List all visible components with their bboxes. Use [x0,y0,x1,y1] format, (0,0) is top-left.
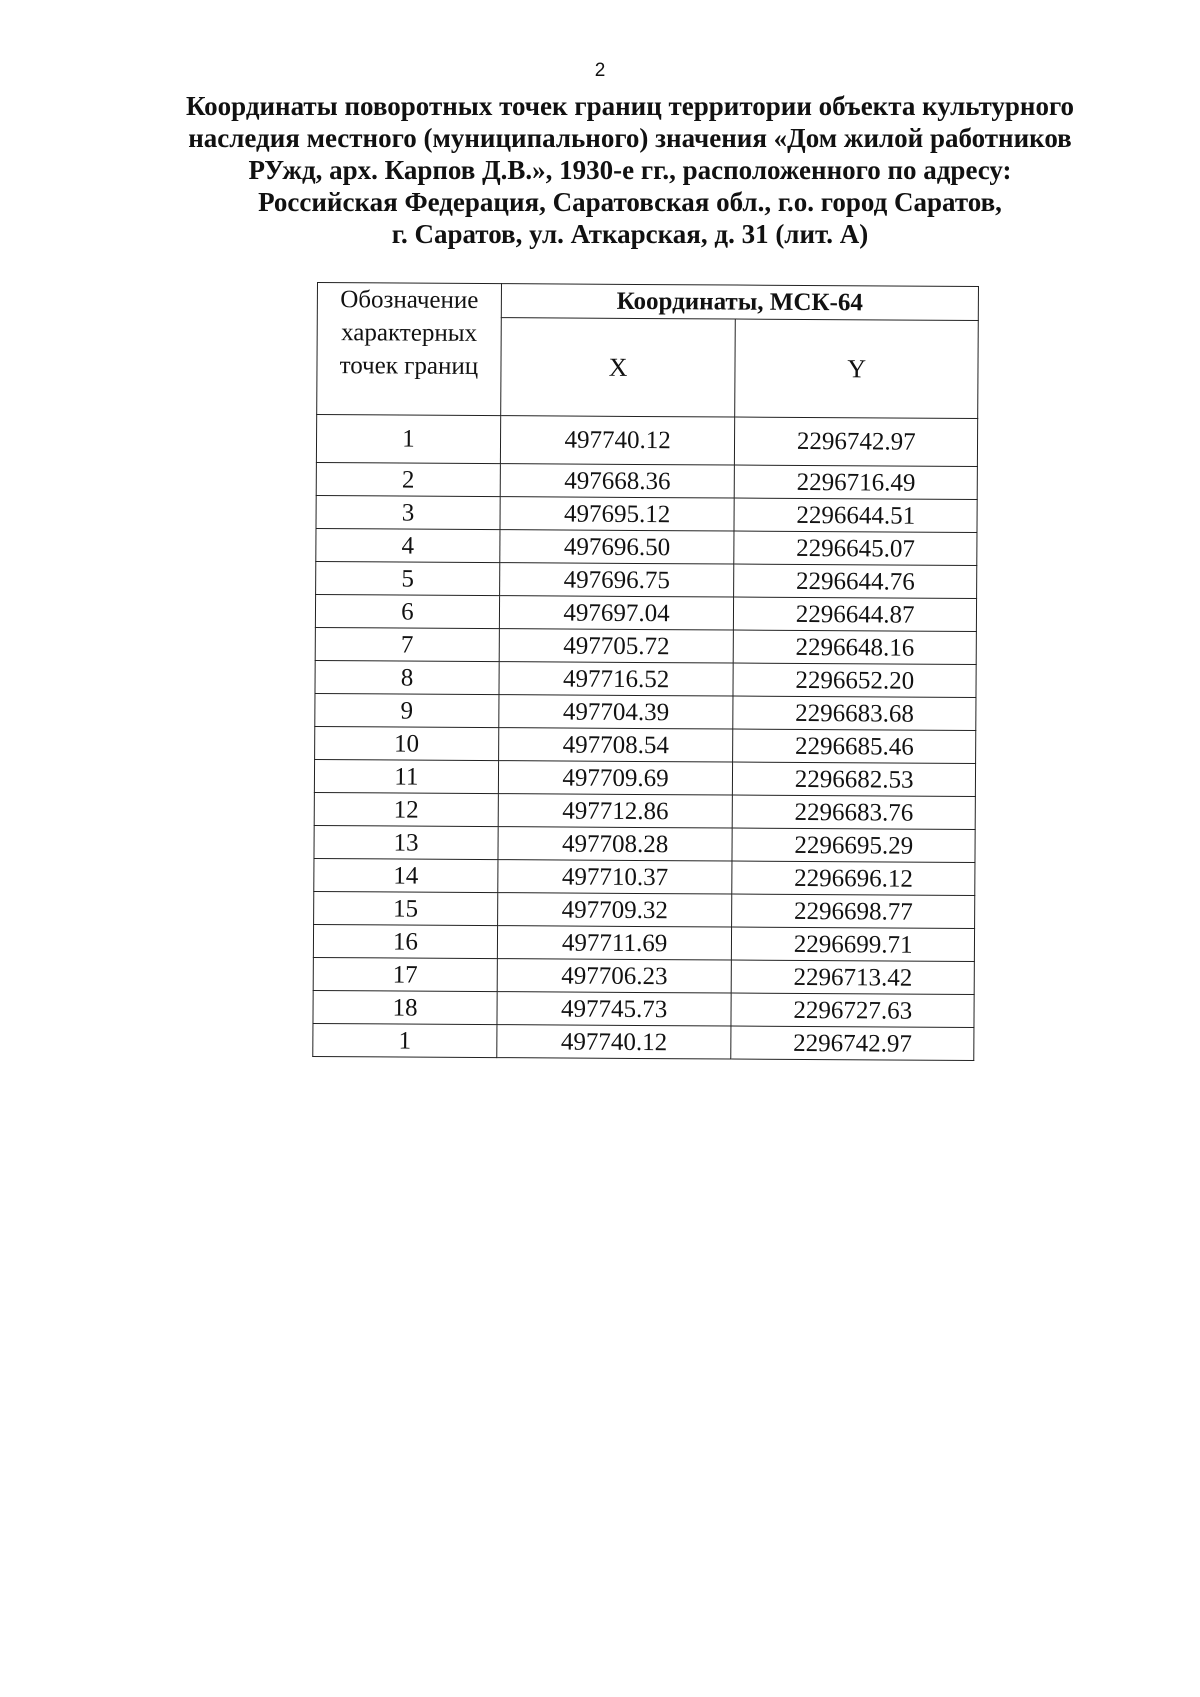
table-row [314,858,975,895]
cell-y: 2296644.87 [734,597,977,631]
table-row [315,726,976,763]
table-row [313,1023,974,1060]
cell-y: 2296699.71 [732,927,975,961]
header-y: Y [735,319,978,418]
table-row [316,415,977,467]
document-title [150,90,1110,250]
cell-y: 2296727.63 [731,993,974,1027]
table-row [316,462,977,499]
cell-point: 17 [313,957,497,991]
table-row [313,990,974,1027]
cell-y: 2296695.29 [732,828,975,862]
cell-point: 10 [315,726,499,760]
table-row [314,759,975,796]
cell-point: 12 [314,792,498,826]
cell-x: 497711.69 [497,926,732,960]
cell-point: 14 [314,858,498,892]
table-row [315,594,976,631]
table-body [313,415,978,1061]
cell-y: 2296683.76 [733,795,976,829]
title-line: наследия местного (муниципального) значения «Дом жилой работников [188,123,1072,153]
cell-y: 2296648.16 [734,630,977,664]
cell-point: 2 [316,462,500,496]
cell-x: 497706.23 [497,959,732,993]
cell-point: 9 [315,693,499,727]
cell-x: 497696.75 [499,563,734,597]
cell-y: 2296652.20 [733,663,976,697]
table-row [315,693,976,730]
cell-x: 497705.72 [499,629,734,663]
coordinates-table [312,282,979,1061]
cell-x: 497716.52 [499,662,734,696]
cell-point: 11 [314,759,498,793]
title-line: Координаты поворотных точек границ территории объекта культурного [185,91,1075,121]
cell-point: 4 [316,528,500,562]
cell-x: 497696.50 [500,530,735,564]
header-point-designation: Обозначение характерных точек границ [317,283,502,416]
cell-x: 497710.37 [498,860,733,894]
cell-y: 2296682.53 [733,762,976,796]
cell-point: 18 [313,990,497,1024]
page-number: 2 [594,60,606,81]
cell-x: 497740.12 [497,1025,732,1059]
table-row [313,924,974,961]
cell-point: 6 [315,594,499,628]
table-header [317,283,979,419]
cell-y: 2296713.42 [732,960,975,994]
cell-y: 2296742.97 [735,417,978,466]
cell-point: 16 [313,924,497,958]
table-row [316,561,977,598]
cell-y: 2296644.51 [734,498,977,532]
cell-point: 3 [316,495,500,529]
table-row [314,891,975,928]
table-row [316,495,977,532]
cell-x: 497745.73 [497,992,732,1026]
table-row [316,528,977,565]
cell-x: 497740.12 [500,416,735,465]
title-line: РУжд, арх. Карпов Д.В.», 1930-е гг., расположенного по адресу: [248,155,1012,185]
cell-x: 497668.36 [500,464,735,498]
cell-y: 2296716.49 [735,465,978,499]
cell-x: 497709.32 [497,893,732,927]
cell-point: 8 [315,660,499,694]
table-row [315,627,976,664]
title-line: Российская Федерация, Саратовская обл., г.о. город Саратов, [258,187,1002,217]
cell-x: 497704.39 [499,695,734,729]
cell-point: 5 [316,561,500,595]
table-row [313,957,974,994]
table-row [315,660,976,697]
cell-y: 2296742.97 [731,1026,974,1060]
cell-y: 2296644.76 [734,564,977,598]
title-line: г. Саратов, ул. Аткарская, д. 31 (лит. А) [391,219,869,249]
cell-x: 497695.12 [500,497,735,531]
table-row [314,825,975,862]
cell-y: 2296698.77 [732,894,975,928]
cell-y: 2296685.46 [733,729,976,763]
cell-x: 497712.86 [498,794,733,828]
cell-x: 497708.28 [498,827,733,861]
cell-point: 1 [313,1023,497,1057]
header-coordinates: Координаты, МСК-64 [501,284,978,321]
cell-point: 13 [314,825,498,859]
table-row [314,792,975,829]
cell-x: 497709.69 [498,761,733,795]
cell-point: 7 [315,627,499,661]
cell-point: 15 [314,891,498,925]
cell-x: 497708.54 [498,728,733,762]
cell-y: 2296696.12 [732,861,975,895]
cell-x: 497697.04 [499,596,734,630]
cell-y: 2296645.07 [734,531,977,565]
cell-point: 1 [316,415,500,464]
cell-y: 2296683.68 [733,696,976,730]
header-x: X [501,318,736,417]
